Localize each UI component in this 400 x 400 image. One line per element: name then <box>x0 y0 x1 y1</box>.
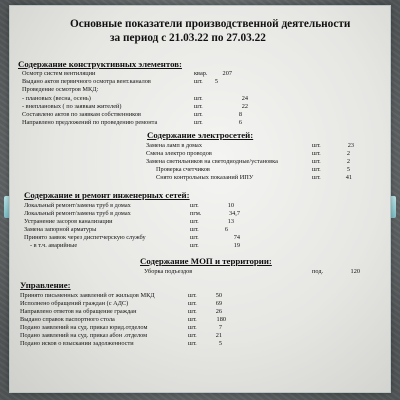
row-label: Подано исков о взыскании задолженности <box>20 340 134 347</box>
section-management-heading: Управление: <box>20 280 71 290</box>
row-value: 5 <box>346 166 350 173</box>
row-value: 6 <box>224 226 228 233</box>
row-value: 10 <box>227 202 234 209</box>
row-value: 22 <box>241 103 248 110</box>
row-label: Принято заявок через диспетчерскую службу <box>24 234 146 241</box>
row-value: 2 <box>346 150 350 157</box>
row-value: 180 <box>216 316 226 323</box>
document-title-line1: Основные показатели производственной деятельности <box>70 18 351 30</box>
row-unit: шт. <box>312 150 321 157</box>
row-label: Устранение засоров канализации <box>24 218 113 225</box>
row-label: Подано заявлений на суд. приказ юрид.отделом <box>20 324 148 331</box>
row-label: - внеплановых ( по заявкам жителей) <box>22 103 122 110</box>
row-label: Снято контрольных показаний ИПУ <box>156 174 254 181</box>
row-unit: шт. <box>194 119 203 126</box>
row-unit: пгм. <box>190 210 202 217</box>
row-unit: шт. <box>312 174 321 181</box>
document-title-line2: за период с 21.03.22 по 27.03.22 <box>110 32 266 44</box>
row-value: 8 <box>238 111 242 118</box>
section-structural-heading: Содержание конструктивных элементов: <box>18 59 182 69</box>
section-electric-heading: Содержание электросетей: <box>147 130 254 140</box>
document-sheet <box>10 6 390 392</box>
row-unit: шт. <box>312 142 321 149</box>
row-value: 7 <box>218 324 222 331</box>
row-label: Направлено предложений по проведению ремонта <box>22 119 158 126</box>
row-label: Уборка подъездов <box>144 268 193 275</box>
row-unit: шт. <box>188 292 197 299</box>
row-label: Составлено актов по заявкам собственников <box>22 111 141 118</box>
row-unit: шт. <box>188 316 197 323</box>
row-unit: шт. <box>194 78 203 85</box>
section-engineering-heading: Содержание и ремонт инженерных сетей: <box>24 190 190 200</box>
row-label: Выдано справок паспортного стола <box>20 316 115 323</box>
row-unit: шт. <box>190 226 199 233</box>
row-label: Осмотр систем вентиляции <box>22 70 96 77</box>
row-label: Локальный ремонт/замена труб в домах <box>24 202 131 209</box>
row-unit: шт. <box>312 166 321 173</box>
section-territory-heading: Содержание МОП и территории: <box>140 256 272 266</box>
row-label: Замена ламп в домах <box>146 142 202 149</box>
row-value: 21 <box>215 332 222 339</box>
row-unit: шт. <box>194 111 203 118</box>
row-value: 207 <box>222 70 232 77</box>
row-label: Направлено ответов на обращение граждан <box>20 308 137 315</box>
row-label: Выдано актов первичного осмотра вент.каналов <box>22 78 151 85</box>
row-unit: шт. <box>188 300 197 307</box>
row-value: 23 <box>347 142 354 149</box>
row-label: - плановых (весна, осень) <box>22 95 91 102</box>
row-unit: шт. <box>312 158 321 165</box>
row-unit: шт. <box>188 308 197 315</box>
row-unit: шт. <box>194 103 203 110</box>
row-label: Исполнено обращений граждан (с АДС) <box>20 300 129 307</box>
row-label: Проведение осмотров МКД: <box>22 86 99 93</box>
row-unit: шт. <box>190 242 199 249</box>
row-label: Локальный ремонт/замена труб в домах <box>24 210 131 217</box>
row-label: Замена светильников на светодиодные/установка <box>146 158 278 165</box>
row-value: 6 <box>238 119 242 126</box>
row-unit: шт. <box>190 202 199 209</box>
row-label: Проверка счетчиков <box>156 166 210 173</box>
row-value: 74 <box>233 234 240 241</box>
row-unit: шт. <box>188 340 197 347</box>
row-unit: шт. <box>190 234 199 241</box>
row-label: Смена электро проводов <box>146 150 212 157</box>
row-label: Принято письменных заявлений от жильцов МКД <box>20 292 155 299</box>
row-unit: шт. <box>188 332 197 339</box>
row-unit: шт. <box>190 218 199 225</box>
row-unit: под. <box>312 268 324 275</box>
row-label: - в т.ч. аварийные <box>30 242 78 249</box>
row-unit: шт. <box>188 324 197 331</box>
row-unit: шт. <box>194 95 203 102</box>
row-value: 5 <box>214 78 218 85</box>
row-label: Подано заявлений на суд. приказ абон .отделом <box>20 332 148 339</box>
row-value: 41 <box>345 174 352 181</box>
row-value: 50 <box>215 292 222 299</box>
row-unit: квар. <box>194 70 208 77</box>
row-value: 2 <box>346 158 350 165</box>
row-value: 26 <box>215 308 222 315</box>
row-value: 19 <box>233 242 240 249</box>
row-value: 120 <box>350 268 360 275</box>
row-value: 34,7 <box>228 210 240 217</box>
row-value: 69 <box>215 300 222 307</box>
row-value: 13 <box>227 218 234 225</box>
row-value: 24 <box>241 95 248 102</box>
row-label: Замена запорной арматуры <box>24 226 97 233</box>
row-value: 5 <box>218 340 222 347</box>
